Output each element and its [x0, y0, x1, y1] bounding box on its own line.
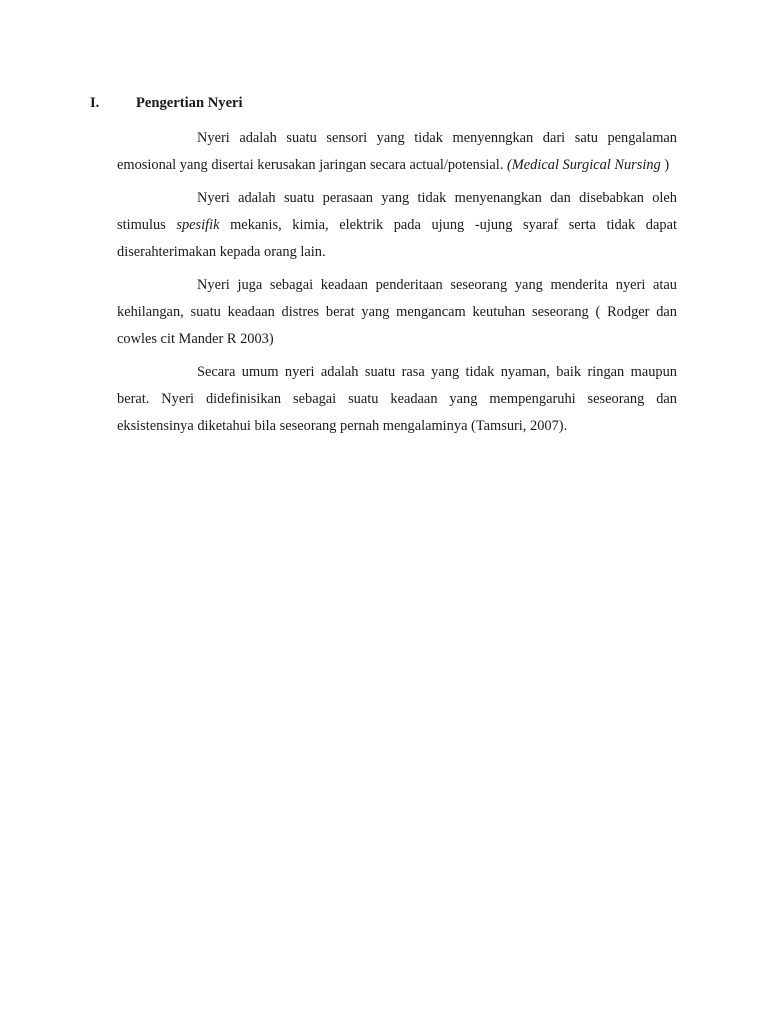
- paragraph-definition-1: [117, 125, 677, 179]
- citation-italic: (Medical Surgical Nursing: [507, 157, 661, 173]
- paragraph-definition-3: [117, 272, 677, 353]
- paragraph-text-before: Nyeri adalah suatu perasaan yang tidak menyenangkan dan disebabkan oleh stimulus: [117, 190, 677, 233]
- citation-close: ): [660, 157, 670, 173]
- paragraph-definition-2: [117, 185, 677, 266]
- document-body: [117, 125, 677, 446]
- paragraph-text: Secara umum nyeri adalah suatu rasa yang tidak nyaman, baik ringan maupun berat. Nyeri didefinisikan sebagai suatu keadaan yang mempengaruhi seseorang dan eksistensinya diketahui bila seseorang pernah mengalaminya (Tamsuri, 2007).: [117, 364, 677, 434]
- paragraph-text: Nyeri adalah suatu sensori yang tidak menyenngkan dari satu pengalaman emosional yang disertai kerusakan jaringan secara actual/potensial.: [117, 130, 677, 173]
- section-heading: [90, 93, 243, 113]
- section-title: Pengertian Nyeri: [136, 95, 243, 111]
- paragraph-text: Nyeri juga sebagai keadaan penderitaan seseorang yang menderita nyeri atau kehilangan, suatu keadaan distres berat yang mengancam keutuhan seseorang ( Rodger dan cowles cit Mander R 2003): [117, 277, 677, 347]
- section-number: I.: [90, 95, 100, 111]
- paragraph-text-after: mekanis, kimia, elektrik pada ujung -ujung syaraf serta tidak dapat diserahterimakan kepada orang lain.: [117, 217, 677, 260]
- paragraph-definition-4: [117, 359, 677, 440]
- italic-term: spesifik: [176, 217, 220, 233]
